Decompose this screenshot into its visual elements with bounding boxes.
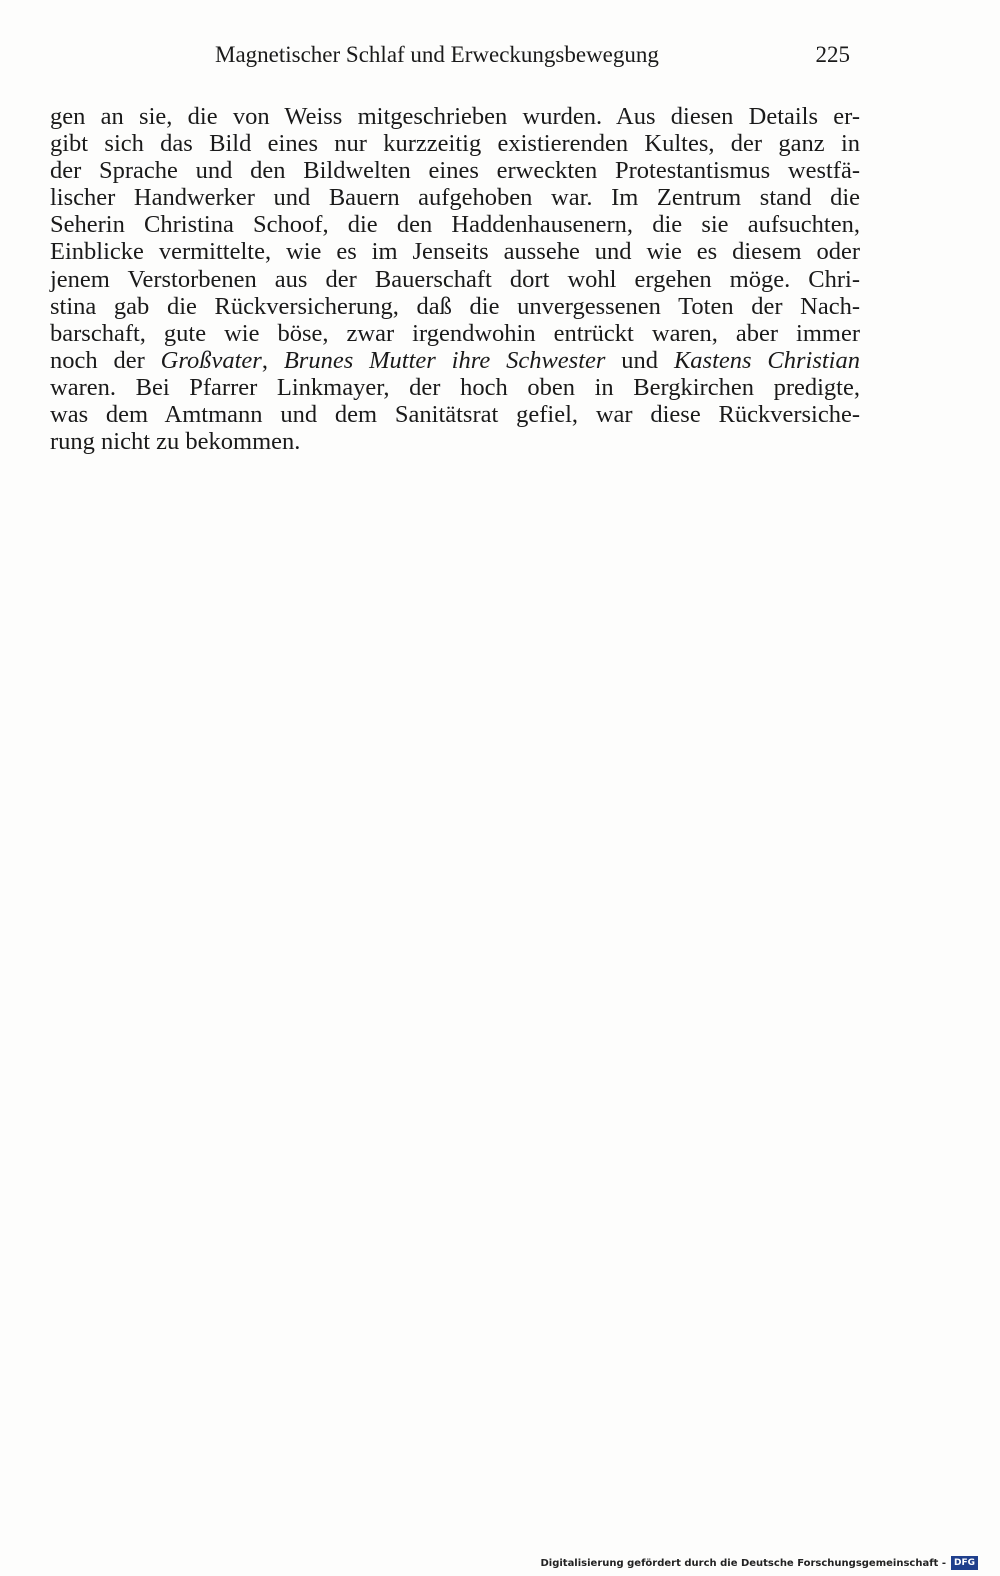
running-title: Magnetischer Schlaf und Erweckungsbewegung	[215, 42, 659, 67]
text-line: barschaft, gute wie böse, zwar irgendwohin entrückt waren, aber immer	[50, 319, 860, 347]
page-number: 225	[815, 42, 850, 67]
text-line: Einblicke vermittelte, wie es im Jenseits aussehe und wie es diesem oder	[50, 238, 860, 266]
text-line: waren. Bei Pfarrer Linkmayer, der hoch oben in Bergkirchen predigte,	[50, 373, 860, 401]
text-line: was dem Amtmann und dem Sanitätsrat gefiel, war diese Rückversiche-	[50, 401, 860, 429]
text-line: lischer Handwerker und Bauern aufgehoben war. Im Zentrum stand die	[50, 184, 860, 212]
italic-term: Großvater	[160, 346, 262, 374]
text-line: der Sprache und den Bildwelten eines erweckten Protestantismus westfä-	[50, 157, 860, 185]
text-line: stina gab die Rückversicherung, daß die unvergessenen Toten der Nach-	[50, 292, 860, 320]
dfg-logo: DFG	[951, 1556, 978, 1570]
text-run: noch der	[50, 346, 161, 374]
text-line: gen an sie, die von Weiss mitgeschrieben wurden. Aus diesen Details er-	[50, 103, 860, 130]
text-line: gibt sich das Bild eines nur kurzzeitig existierenden Kultes, der ganz in	[50, 130, 860, 158]
text-run: ,	[261, 346, 284, 374]
running-head	[50, 38, 850, 72]
text-line: Seherin Christina Schoof, die den Haddenhausenern, die sie aufsuchten,	[50, 211, 860, 239]
italic-term: Brunes Mutter ihre Schwester	[283, 346, 606, 374]
italic-term: Kastens Christian	[673, 346, 860, 374]
footer-credit: Digitalisierung gefördert durch die Deutsche Forschungsgemeinschaft -	[540, 1557, 946, 1569]
text-line: jenem Verstorbenen aus der Bauerschaft dort wohl ergehen möge. Chri-	[50, 265, 860, 293]
text-run: und	[605, 346, 674, 374]
text-line-last: rung nicht zu bekommen.	[50, 428, 301, 456]
digitization-footer	[540, 1555, 978, 1571]
text-line-with-italics	[50, 347, 860, 374]
body-paragraph	[50, 103, 860, 455]
